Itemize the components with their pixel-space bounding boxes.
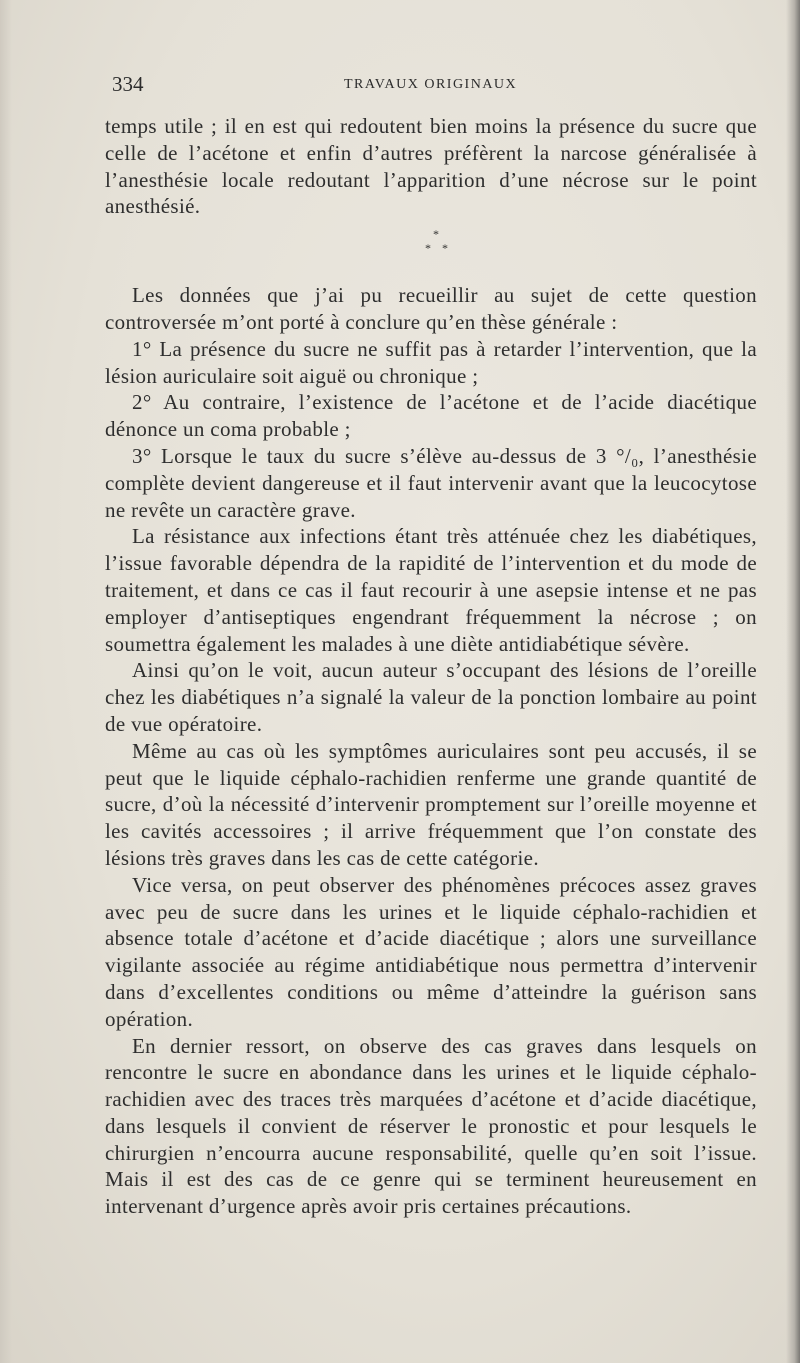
page-number: 334 bbox=[112, 72, 144, 96]
paragraph-point-1: 1° La présence du sucre ne suffit pas à retarder l’intervention, que la lésion auriculaire soit aiguë ou chronique ; bbox=[105, 336, 757, 388]
paragraph-resistance: La résistance aux infections étant très atténuée chez les diabétiques, l’issue favorable dépendra de la rapidité de l’intervention et du mode de traitement, et dans ce cas il faut recourir à une asepsie intense et ne pas employer d’antiseptiques engendrant fréquemment la nécrose ; on soumettra également les malades à une diète antidiabétique sévère. bbox=[105, 524, 757, 656]
paragraph-point-3: 3° Lorsque le taux du sucre s’élève au-dessus de 3 °/₀, l’anesthésie complète devient dangereuse et il faut intervenir avant que la leucocytose ne revête un caractère grave. bbox=[105, 443, 757, 522]
paragraph-vice-versa: Vice versa, on peut observer des phénomènes précoces assez graves avec peu de sucre dans les urines et le liquide céphalo-rachidien et absence totale d’acétone et d’acide diacétique ; alors une surveillance vigilante associée au régime antidiabétique nous permettra d’intervenir dans d’excellentes conditions ou même d’atteindre la guérison sans opération. bbox=[105, 872, 757, 1031]
asterism-top-star: * bbox=[433, 227, 440, 242]
paragraph-point-2: 2° Au contraire, l’existence de l’acétone et de l’acide diacétique dénonce un coma probable ; bbox=[105, 390, 757, 442]
running-header bbox=[112, 72, 762, 102]
paragraph-last-resort: En dernier ressort, on observe des cas graves dans lesquels on rencontre le sucre en abondance dans les urines et le liquide céphalo-rachidien avec des traces très marquées d’acétone et d’acide diacétique, dans lesquels il convient de réserver le pronostic et pour lesquels le chirurgien n’encourra aucune responsabilité, quelle qu’en soit l’issue. Mais il est des cas de ce genre qui se terminent heureusement en intervenant d’urgence après avoir pris certaines précautions. bbox=[105, 1033, 757, 1219]
paragraph-lumbar-puncture: Ainsi qu’on le voit, aucun auteur s’occupant des lésions de l’oreille chez les diabétiques n’a signalé la valeur de la ponction lombaire au point de vue opératoire. bbox=[105, 658, 757, 736]
paragraph-mild-symptoms: Même au cas où les symptômes auriculaires sont peu accusés, il se peut que le liquide céphalo-rachidien renferme une grande quantité de sucre, d’où la nécessité d’intervenir promptement sur l’oreille moyenne et les cavités accessoires ; il arrive fréquemment que l’on constate des lésions très graves dans les cas de cette catégorie. bbox=[105, 738, 757, 870]
page-left-shadow bbox=[0, 0, 12, 1363]
section-separator bbox=[105, 220, 757, 282]
asterism-bottom-stars: * * bbox=[425, 241, 452, 256]
opening-paragraph: temps utile ; il en est qui redoutent bien moins la présence du sucre que celle de l’acétone et enfin d’autres préfèrent la narcose généralisée à l’anesthésie locale redoutant l’apparition d’une nécrose sur le point anesthésié. bbox=[105, 114, 757, 219]
page-right-edge-shadow bbox=[786, 0, 800, 1363]
body-text bbox=[105, 113, 757, 1220]
paragraph-conclusion-intro: Les données que j’ai pu recueillir au sujet de cette question controversée m’ont porté à conclure qu’en thèse générale : bbox=[105, 283, 757, 334]
running-title: TRAVAUX ORIGINAUX bbox=[344, 77, 518, 92]
